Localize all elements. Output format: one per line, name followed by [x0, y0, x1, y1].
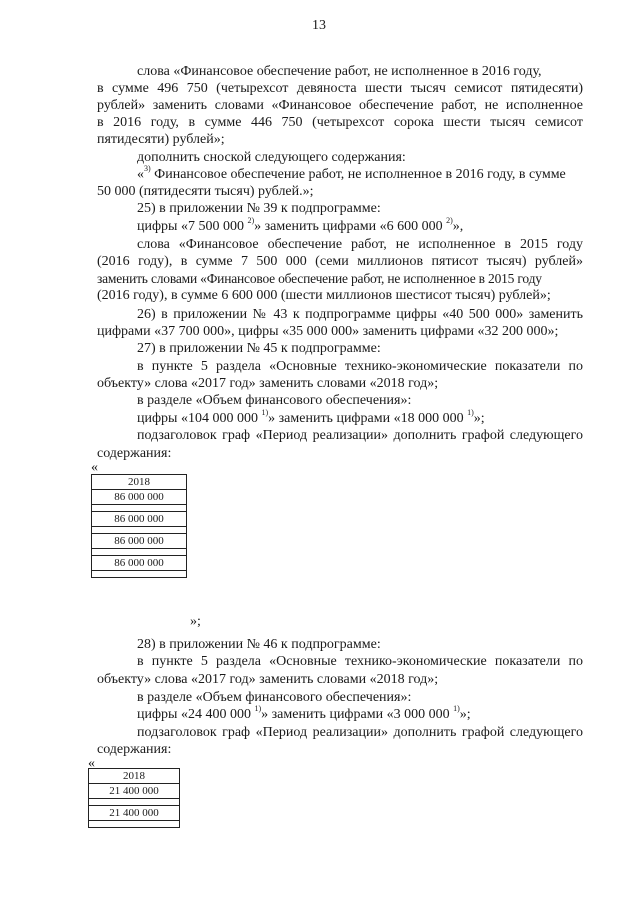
- table-cell-empty: [89, 821, 180, 828]
- text-line-27: в разделе «Объем финансового обеспечения»:: [137, 690, 412, 705]
- table-cell: 21 400 000: [89, 784, 180, 799]
- table-cell: 86 000 000: [92, 512, 187, 527]
- text-line-4: в 2016 году, в сумме 446 750 (четырехсот сорока шести тысяч семисот: [97, 115, 583, 130]
- text-line-19: объекту» слова «2017 год» заменить словами «2018 год»;: [97, 376, 439, 391]
- text-line-13: заменить словами «Финансовое обеспечение работ, не исполненное в 2015 году: [97, 271, 542, 286]
- text-line-14: (2016 году), в сумме 6 600 000 (шести миллионов шестисот тысяч) рублей»;: [97, 288, 551, 303]
- table-cell-empty: [92, 549, 187, 556]
- open-quote-2: «: [88, 756, 95, 771]
- text-line-16: цифрами «37 700 000», цифры «35 000 000» заменить цифрами «32 200 000»;: [97, 324, 559, 339]
- table-cell-empty: [92, 527, 187, 534]
- page-number: 13: [312, 18, 326, 33]
- table-cell: 86 000 000: [92, 534, 187, 549]
- table-cell: 86 000 000: [92, 490, 187, 505]
- table-cell-empty: [92, 571, 187, 578]
- text-line-7: «$^{3)}$ Финансовое обеспечение работ, не исполненное в 2016 году, в сумме: [137, 164, 566, 182]
- text-line-29: подзаголовок граф «Период реализации» дополнить графой следующего: [137, 725, 583, 740]
- text-line-12: (2016 году), в сумме 7 500 000 (семи миллионов пятисот тысяч) рублей»: [97, 254, 583, 269]
- table-header: 2018: [92, 475, 187, 490]
- close-quote-1: »;: [190, 614, 201, 629]
- text-line-10: цифры «7 500 000 $^{2)}$» заменить цифрами «6 600 000 $^{2)}$»,: [137, 216, 464, 234]
- text-line-9: 25) в приложении № 39 к подпрограмме:: [137, 201, 381, 216]
- text-line-22: подзаголовок граф «Период реализации» дополнить графой следующего: [137, 428, 583, 443]
- text-line-23: содержания:: [97, 446, 172, 461]
- text-line-2: в сумме 496 750 (четырехсот девяноста шести тысяч семисот пятидесяти): [97, 81, 583, 96]
- table-period-2018-a: [91, 474, 187, 578]
- text-line-1: слова «Финансовое обеспечение работ, не исполненное в 2016 году,: [137, 64, 542, 79]
- text-line-20: в разделе «Объем финансового обеспечения»:: [137, 393, 412, 408]
- text-line-8: 50 000 (пятидесяти тысяч) рублей.»;: [97, 184, 314, 199]
- text-line-28: цифры «24 400 000 $^{1)}$» заменить цифрами «3 000 000 $^{1)}$»;: [137, 704, 471, 722]
- text-line-15: 26) в приложении № 43 к подпрограмме цифры «40 500 000» заменить: [137, 307, 583, 322]
- table-period-2018-b: [88, 768, 180, 828]
- text-line-25: в пункте 5 раздела «Основные технико-экономические показатели по: [137, 654, 583, 669]
- footnote-marker: 3): [144, 164, 151, 174]
- table-cell-empty: [89, 799, 180, 806]
- table-cell: 21 400 000: [89, 806, 180, 821]
- text-line-11: слова «Финансовое обеспечение работ, не исполненное в 2015 году: [137, 237, 583, 252]
- table-cell-empty: [92, 505, 187, 512]
- text-line-6: дополнить сноской следующего содержания:: [137, 150, 406, 165]
- text-line-3: рублей» заменить словами «Финансовое обеспечение работ, не исполненное: [97, 98, 583, 113]
- text-line-17: 27) в приложении № 45 к подпрограмме:: [137, 341, 381, 356]
- text-line-24: 28) в приложении № 46 к подпрограмме:: [137, 637, 381, 652]
- open-quote-1: «: [91, 460, 98, 475]
- table-cell: 86 000 000: [92, 556, 187, 571]
- text-line-18: в пункте 5 раздела «Основные технико-экономические показатели по: [137, 359, 583, 374]
- text-line-30: содержания:: [97, 742, 172, 757]
- text-line-26: объекту» слова «2017 год» заменить словами «2018 год»;: [97, 672, 439, 687]
- text-line-21: цифры «104 000 000 $^{1)}$» заменить цифрами «18 000 000 $^{1)}$»;: [137, 408, 485, 426]
- text-line-5: пятидесяти) рублей»;: [97, 132, 225, 147]
- table-header: 2018: [89, 769, 180, 784]
